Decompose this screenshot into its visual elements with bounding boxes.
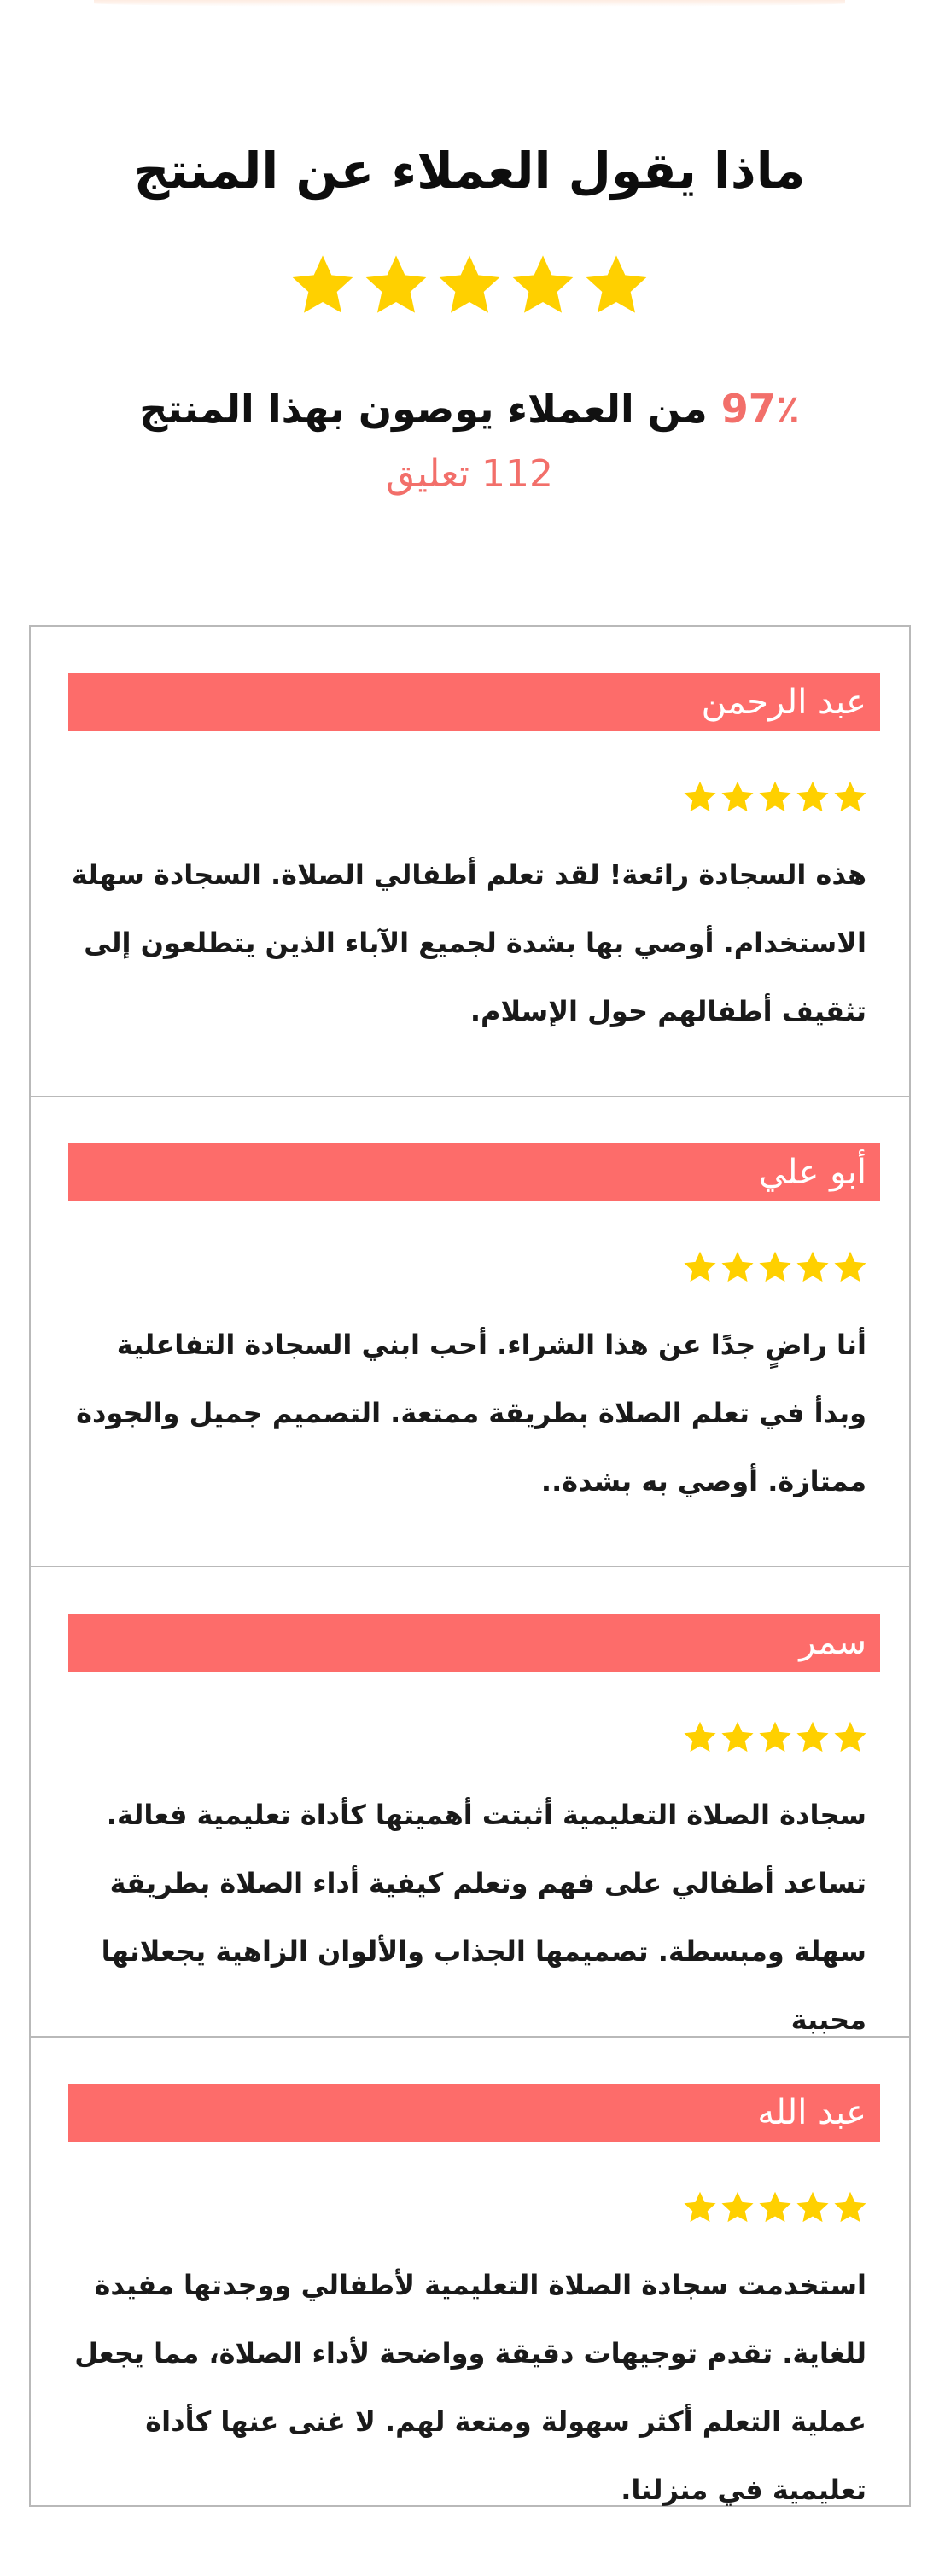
star-icon: [832, 1249, 868, 1285]
review-text: استخدمت سجادة الصلاة التعليمية لأطفالي ووجدتها مفيدة للغاية. تقدم توجيهات دقيقة وواضحة لأداء الصلاة، مما يجعل عملية التعلم أكثر سهولة ومتعة لهم. لا غنى عنها كأداة تعليمية في منزلنا.: [74, 2269, 866, 2506]
review-text: هذه السجادة رائعة! لقد تعلم أطفالي الصلاة. السجادة سهلة الاستخدام. أوصي بها بشدة لجميع الآباء الذين يتطلعون إلى تثقيف أطفالهم حول الإسلام.: [71, 858, 866, 1027]
star-icon: [832, 779, 868, 815]
star-icon: [682, 779, 718, 815]
star-icon: [720, 1719, 755, 1755]
star-icon: [509, 251, 577, 319]
star-icon: [795, 779, 831, 815]
reviewer-name: عبد الله: [68, 2084, 880, 2142]
star-icon: [757, 1719, 793, 1755]
reviewer-name: أبو علي: [68, 1143, 880, 1201]
star-icon: [682, 2189, 718, 2225]
star-icon: [757, 2189, 793, 2225]
top-section-shadow: [94, 0, 845, 7]
star-icon: [795, 1719, 831, 1755]
review-stars: [682, 2189, 868, 2227]
overall-rating-stars: [0, 251, 939, 328]
reviews-header: [0, 137, 939, 498]
star-icon: [795, 1249, 831, 1285]
review-card: [31, 627, 909, 1097]
star-icon: [757, 779, 793, 815]
star-icon: [435, 251, 504, 319]
star-icon: [832, 2189, 868, 2225]
star-icon: [832, 1719, 868, 1755]
comment-count: 112 تعليق: [386, 452, 553, 496]
star-icon: [362, 251, 430, 319]
star-icon: [682, 1719, 718, 1755]
review-text: أنا راضٍ جدًا عن هذا الشراء. أحب ابني السجادة التفاعلية وبدأ في تعلم الصلاة بطريقة ممتعة. التصميم جميل والجودة ممتازة. أوصي به بشدة..: [76, 1329, 866, 1497]
reviewer-name: عبد الرحمن: [68, 673, 880, 731]
recommend-percent: 97٪: [720, 386, 800, 432]
review-text: سجادة الصلاة التعليمية أثبتت أهميتها كأداة تعليمية فعالة. تساعد أطفالي على فهم وتعلم كيفية أداء الصلاة بطريقة سهلة ومبسطة. تصميمها الجذاب والألوان الزاهية يجعلانها محببة: [101, 1799, 866, 2036]
star-icon: [795, 2189, 831, 2225]
star-icon: [757, 1249, 793, 1285]
star-icon: [720, 1249, 755, 1285]
section-title: ماذا يقول العملاء عن المنتج: [133, 142, 806, 200]
star-icon: [582, 251, 650, 319]
review-card: [31, 2038, 909, 2505]
star-icon: [720, 779, 755, 815]
review-stars: [682, 1249, 868, 1287]
star-icon: [720, 2189, 755, 2225]
review-card: [31, 1567, 909, 2038]
review-card: [31, 1097, 909, 1567]
star-icon: [289, 251, 357, 319]
reviews-list: [29, 625, 911, 2507]
review-stars: [682, 779, 868, 817]
star-icon: [682, 1249, 718, 1285]
recommend-line: [0, 382, 939, 435]
reviewer-name: سمر: [68, 1614, 880, 1672]
recommend-text: من العملاء يوصون بهذا المنتج: [139, 386, 708, 432]
review-stars: [682, 1719, 868, 1757]
